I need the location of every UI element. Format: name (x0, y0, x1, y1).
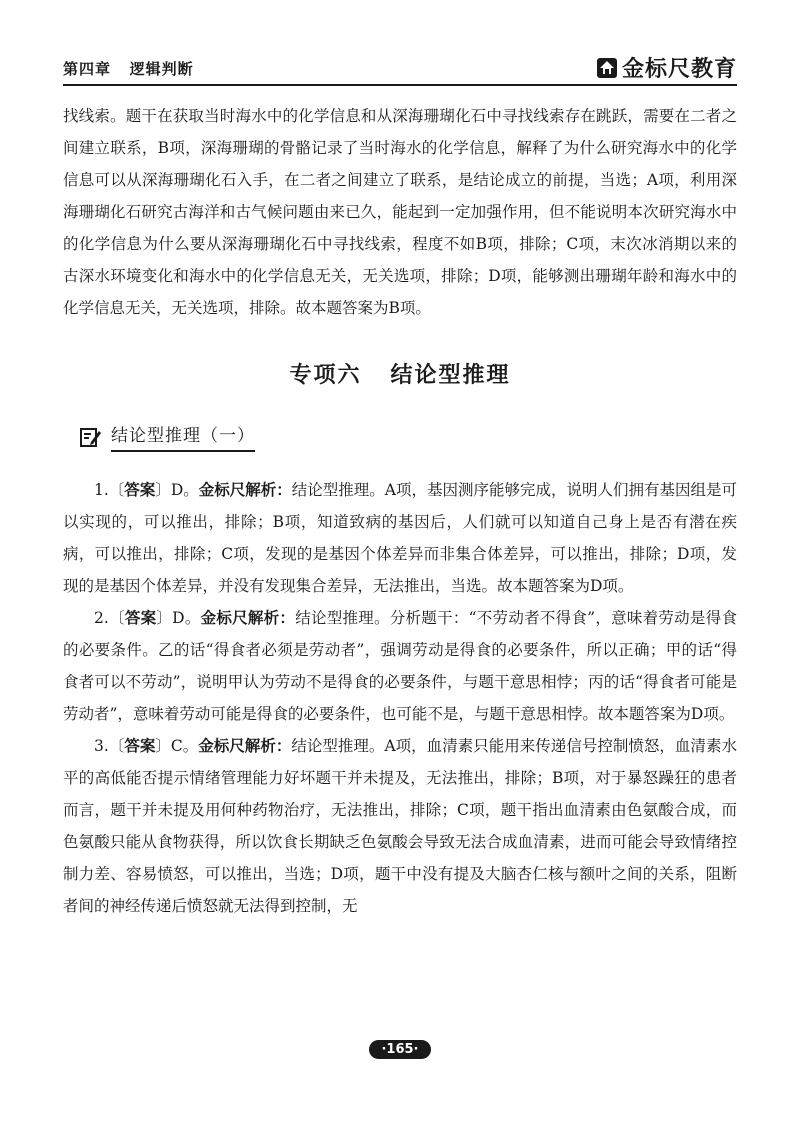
answer-text: 结论型推理。A项，基因测序能够完成，说明人们拥有基因组是可以实现的，可以推出，排除；B项，知道致病的基因后，人们就可以知道自己身上是否有潜在疾病，可以推出，排除；C项，发现的是基因个体差异而非集合体差异，可以推出，排除；D项，发现的是基因个体差异，并没有发现集合差异，无法推出，当选。故本题答案为D项。 (63, 481, 737, 595)
answer-label: 答案 (124, 481, 156, 499)
page-number: ·165· (369, 1040, 430, 1059)
answer-choice: 〕D。 (156, 609, 201, 627)
answer-prefix: 3.〔 (94, 737, 125, 755)
analysis-label: 金标尺解析： (200, 609, 296, 627)
page-header (63, 48, 737, 88)
answer-item-2 (63, 602, 737, 730)
answer-choice: 〕D。 (155, 481, 199, 499)
analysis-label: 金标尺解析： (198, 481, 292, 499)
subsection-title: 结论型推理（一） (111, 421, 255, 452)
intro-paragraph: 找线索。题干在获取当时海水中的化学信息和从深海珊瑚化石中寻找线索存在跳跃，需要在二者之间建立联系，B项，深海珊瑚的骨骼记录了当时海水的化学信息，解释了为什么研究海水中的化学信息可以从深海珊瑚化石入手，在二者之间建立了联系，是结论成立的前提，当选；A项，利用深海珊瑚化石研究古海洋和古气候问题由来已久，能起到一定加强作用，但不能说明本次研究海水中的化学信息为什么要从深海珊瑚化石中寻找线索，程度不如B项，排除；C项，末次冰消期以来的古深水环境变化和海水中的化学信息无关，无关选项，排除；D项，能够测出珊瑚年龄和海水中的化学信息无关，无关选项，排除。故本题答案为B项。 (63, 107, 737, 317)
edit-note-icon (79, 425, 103, 449)
page-content (63, 100, 737, 922)
answer-item-1 (63, 474, 737, 602)
header-divider (63, 84, 737, 86)
answer-prefix: 2.〔 (94, 609, 125, 627)
answer-prefix: 1.〔 (94, 481, 125, 499)
subsection-heading (63, 421, 737, 452)
chapter-title: 第四章 逻辑判断 (63, 60, 194, 78)
brand (596, 52, 737, 83)
brand-logo-icon (596, 57, 618, 79)
answer-text: 结论型推理。分析题干：“不劳动者不得食”，意味着劳动是得食的必要条件。乙的话“得食者必须是劳动者”，强调劳动是得食的必要条件，所以正确；甲的话“得食者可以不劳动”，说明甲认为劳动不是得食的必要条件，与题干意思相悖；丙的话“得食者可能是劳动者”，意味着劳动可能是得食的必要条件，也可能不是，与题干意思相悖。故本题答案为D项。 (63, 609, 737, 723)
brand-name: 金标尺教育 (621, 57, 737, 82)
section-title: 专项六 结论型推理 (289, 363, 511, 388)
answer-item-3 (63, 730, 737, 922)
answer-label: 答案 (124, 609, 157, 627)
answer-choice: 〕C。 (155, 737, 199, 755)
answer-label: 答案 (124, 737, 156, 755)
answer-text: 结论型推理。A项，血清素只能用来传递信号控制愤怒，血清素水平的高低能否提示情绪管理能力好坏题干并未提及，无法推出，排除；B项，对于暴怒躁狂的患者而言，题干并未提及用何种药物治疗，无法推出，排除；C项，题干指出血清素由色氨酸合成，而色氨酸只能从食物获得，所以饮食长期缺乏色氨酸会导致无法合成血清素，进而可能会导致情绪控制力差、容易愤怒，可以推出，当选；D项，题干中没有提及大脑杏仁核与额叶之间的关系，阻断者间的神经传递后愤怒就无法得到控制，无 (63, 737, 737, 915)
page-footer (0, 1040, 800, 1059)
analysis-label: 金标尺解析： (198, 737, 292, 755)
